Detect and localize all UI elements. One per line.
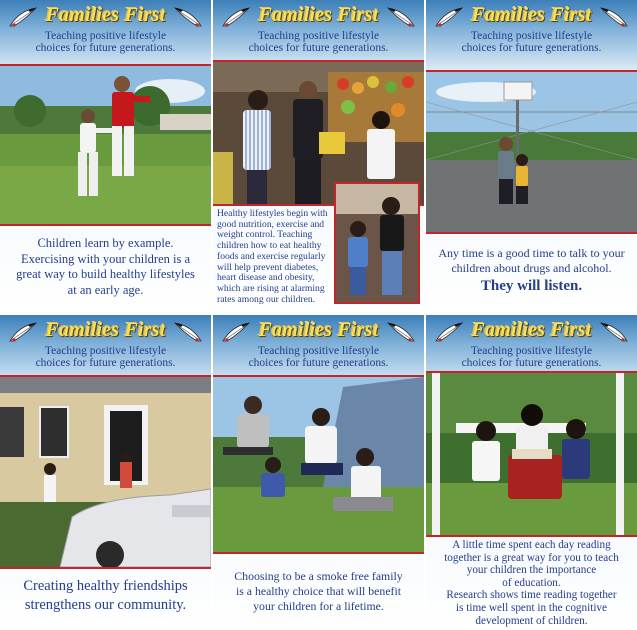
poster-smoke-free: [213, 315, 424, 630]
poster-talk-about-drugs: [426, 0, 637, 311]
caption: Creating healthy friendships strengthens our community.: [23, 578, 188, 613]
caption-emphasis: They will listen.: [480, 278, 583, 294]
brand-title: Families First: [258, 4, 379, 26]
brand-title: Families First: [471, 319, 592, 341]
brand-title: Families First: [45, 319, 166, 341]
brand-title: Families First: [258, 319, 379, 341]
inset-photo: [334, 182, 420, 304]
tagline: Teaching positive lifestyle choices for future generations.: [35, 30, 176, 54]
brand-title: Families First: [45, 4, 166, 26]
photo-basketball-court: [426, 70, 637, 234]
tagline: Teaching positive lifestyle choices for future generations.: [461, 345, 602, 369]
tagline: Teaching positive lifestyle choices for future generations.: [248, 345, 389, 369]
caption: Any time is a good time to talk to your children about drugs and alcohol. They will listen.: [430, 246, 633, 296]
tagline: Teaching positive lifestyle choices for future generations.: [461, 30, 602, 54]
caption: Healthy lifestyles begin with good nutrition, exercise and weight control. Teaching children how to eat healthy foods and exercise regularly will help prevent diabetes, heart disease and obesity, which are rising at alarming rates among our children.: [217, 208, 328, 305]
tagline: Teaching positive lifestyle choices for future generations.: [248, 30, 389, 54]
tagline: Teaching positive lifestyle choices for future generations.: [35, 345, 176, 369]
poster-nutrition: [213, 0, 424, 311]
photo-house-friends: [0, 375, 211, 569]
caption: Children learn by example. Exercising with your children is a great way to build healthy lifestyles at an early age.: [16, 236, 195, 297]
brand-title: Families First: [471, 4, 592, 26]
caption: A little time spent each day reading together is a great way for you to teach your children the importance of education. Research shows time reading together is time well spent in the cognitive development of children.: [444, 539, 619, 627]
poster-reading: [426, 315, 637, 630]
photo-camping-family: [213, 375, 424, 554]
poster-exercise: [0, 0, 211, 311]
caption: Choosing to be a smoke free family is a healthy choice that will benefit your children for a lifetime.: [234, 569, 403, 613]
photo-reading-swing: [426, 371, 637, 537]
poster-friendships: [0, 315, 211, 630]
photo-karate-field: [0, 64, 211, 226]
